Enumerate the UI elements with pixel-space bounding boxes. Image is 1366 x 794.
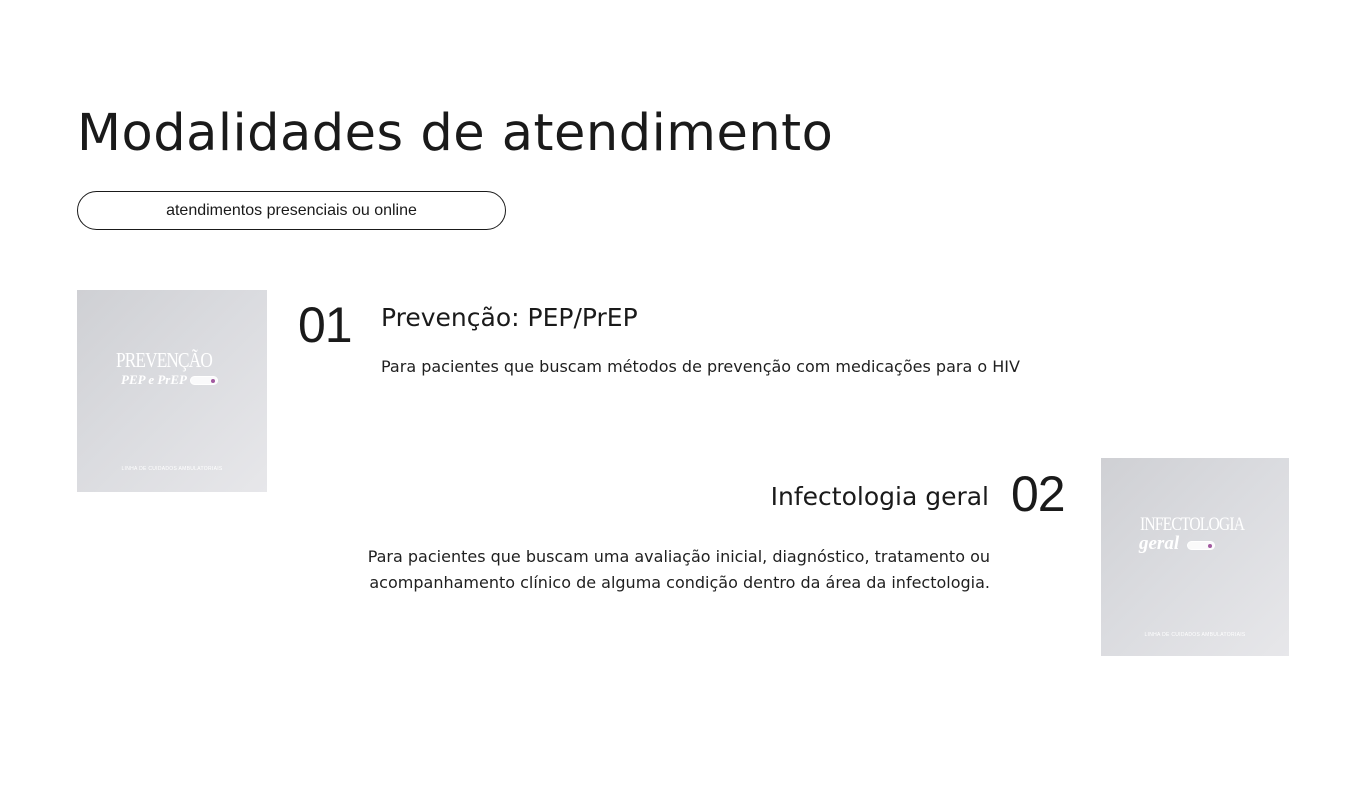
thumbnail-subheading: geral (1139, 533, 1180, 554)
thumbnail-subheading: PEP e PrEP (121, 372, 187, 387)
item-description-prevencao: Para pacientes que buscam métodos de prevenção com medicações para o HIV (381, 357, 1020, 376)
toggle-icon (1187, 541, 1215, 550)
item-title-prevencao: Prevenção: PEP/PrEP (381, 303, 638, 332)
thumbnail-heading: PREVENÇÃO (116, 348, 212, 372)
thumbnail-footer: LINHA DE CUIDADOS AMBULATORIAIS (1144, 632, 1246, 638)
modality-pill-label: atendimentos presenciais ou online (166, 201, 417, 219)
infectologia-thumbnail[interactable] (1101, 458, 1289, 656)
thumbnail-footer: LINHA DE CUIDADOS AMBULATORIAIS (121, 466, 223, 472)
item-number-02: 02 (1011, 466, 1065, 522)
toggle-icon (190, 376, 218, 385)
prevencao-thumbnail[interactable] (77, 290, 267, 492)
item-number-01: 01 (298, 297, 352, 353)
page-title: Modalidades de atendimento (77, 104, 834, 163)
item-description-infectologia: Para pacientes que buscam uma avaliação inicial, diagnóstico, tratamento ou acompanhamento clínico de alguma condição dentro da área da infectologia. (367, 547, 990, 592)
modality-pill (77, 191, 506, 230)
item-title-infectologia: Infectologia geral (770, 482, 989, 511)
thumbnail-heading: INFECTOLOGIA (1140, 514, 1245, 535)
